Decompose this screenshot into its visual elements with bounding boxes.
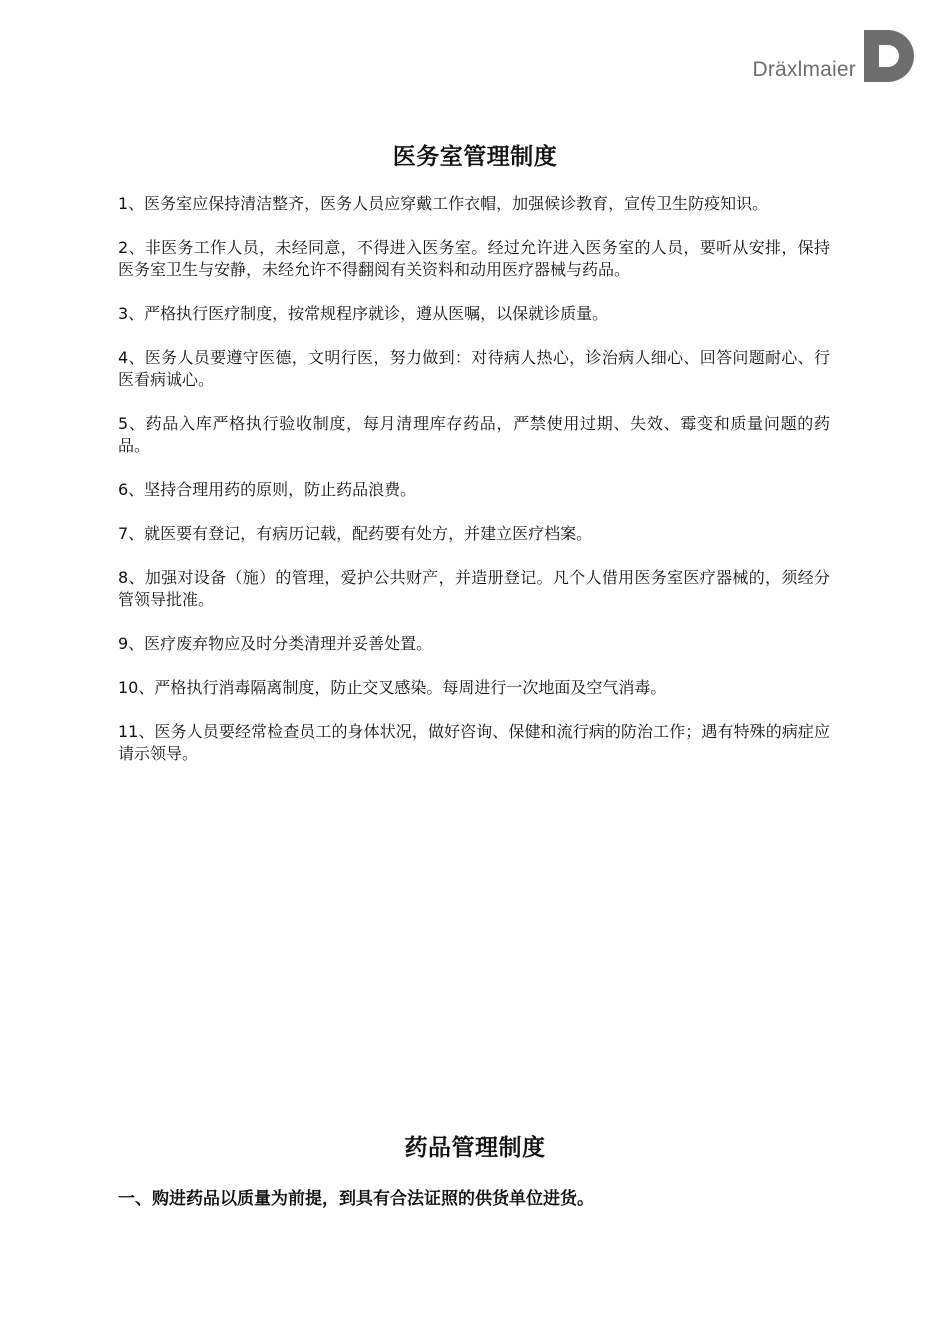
page-title-medical-room: 医务室管理制度 [392,144,558,170]
section-title-drug-management: 药品管理制度 [404,1135,546,1161]
rule-item: 6、坚持合理用药的原则，防止药品浪费。 [118,480,417,499]
rules-list [118,193,830,787]
rule-item: 4、医务人员要遵守医德，文明行医，努力做到：对待病人热心，诊治病人细心、回答问题耐心、行医看病诚心。 [118,348,830,389]
rule-item: 3、严格执行医疗制度，按常规程序就诊，遵从医嘱，以保就诊质量。 [118,304,609,323]
rule-item: 9、医疗废弃物应及时分类清理并妥善处置。 [118,634,433,653]
company-logo [752,30,914,82]
rule-item: 5、药品入库严格执行验收制度，每月清理库存药品，严禁使用过期、失效、霉变和质量问题的药品。 [118,414,830,455]
rule-item: 11、医务人员要经常检查员工的身体状况，做好咨询、保健和流行病的防治工作；遇有特殊的病症应请示领导。 [118,722,830,763]
rule-item: 8、加强对设备（施）的管理，爱护公共财产，并造册登记。凡个人借用医务室医疗器械的，须经分管领导批准。 [118,568,830,609]
rule-item: 2、非医务工作人员，未经同意，不得进入医务室。经过允许进入医务室的人员，要听从安排，保持医务室卫生与安静，未经允许不得翻阅有关资料和动用医疗器械与药品。 [118,238,830,279]
draexlmaier-d-logo-icon [864,30,914,82]
rule-item: 7、就医要有登记，有病历记载，配药要有处方，并建立医疗档案。 [118,524,593,543]
logo-wordmark: Dräxlmaier [752,58,856,81]
rule-item: 10、严格执行消毒隔离制度，防止交叉感染。每周进行一次地面及空气消毒。 [118,678,667,697]
rule-item: 1、医务室应保持清洁整齐，医务人员应穿戴工作衣帽，加强候诊教育，宣传卫生防疫知识。 [118,194,769,213]
drug-rule-item: 一、购进药品以质量为前提，到具有合法证照的供货单位进货。 [118,1189,594,1209]
